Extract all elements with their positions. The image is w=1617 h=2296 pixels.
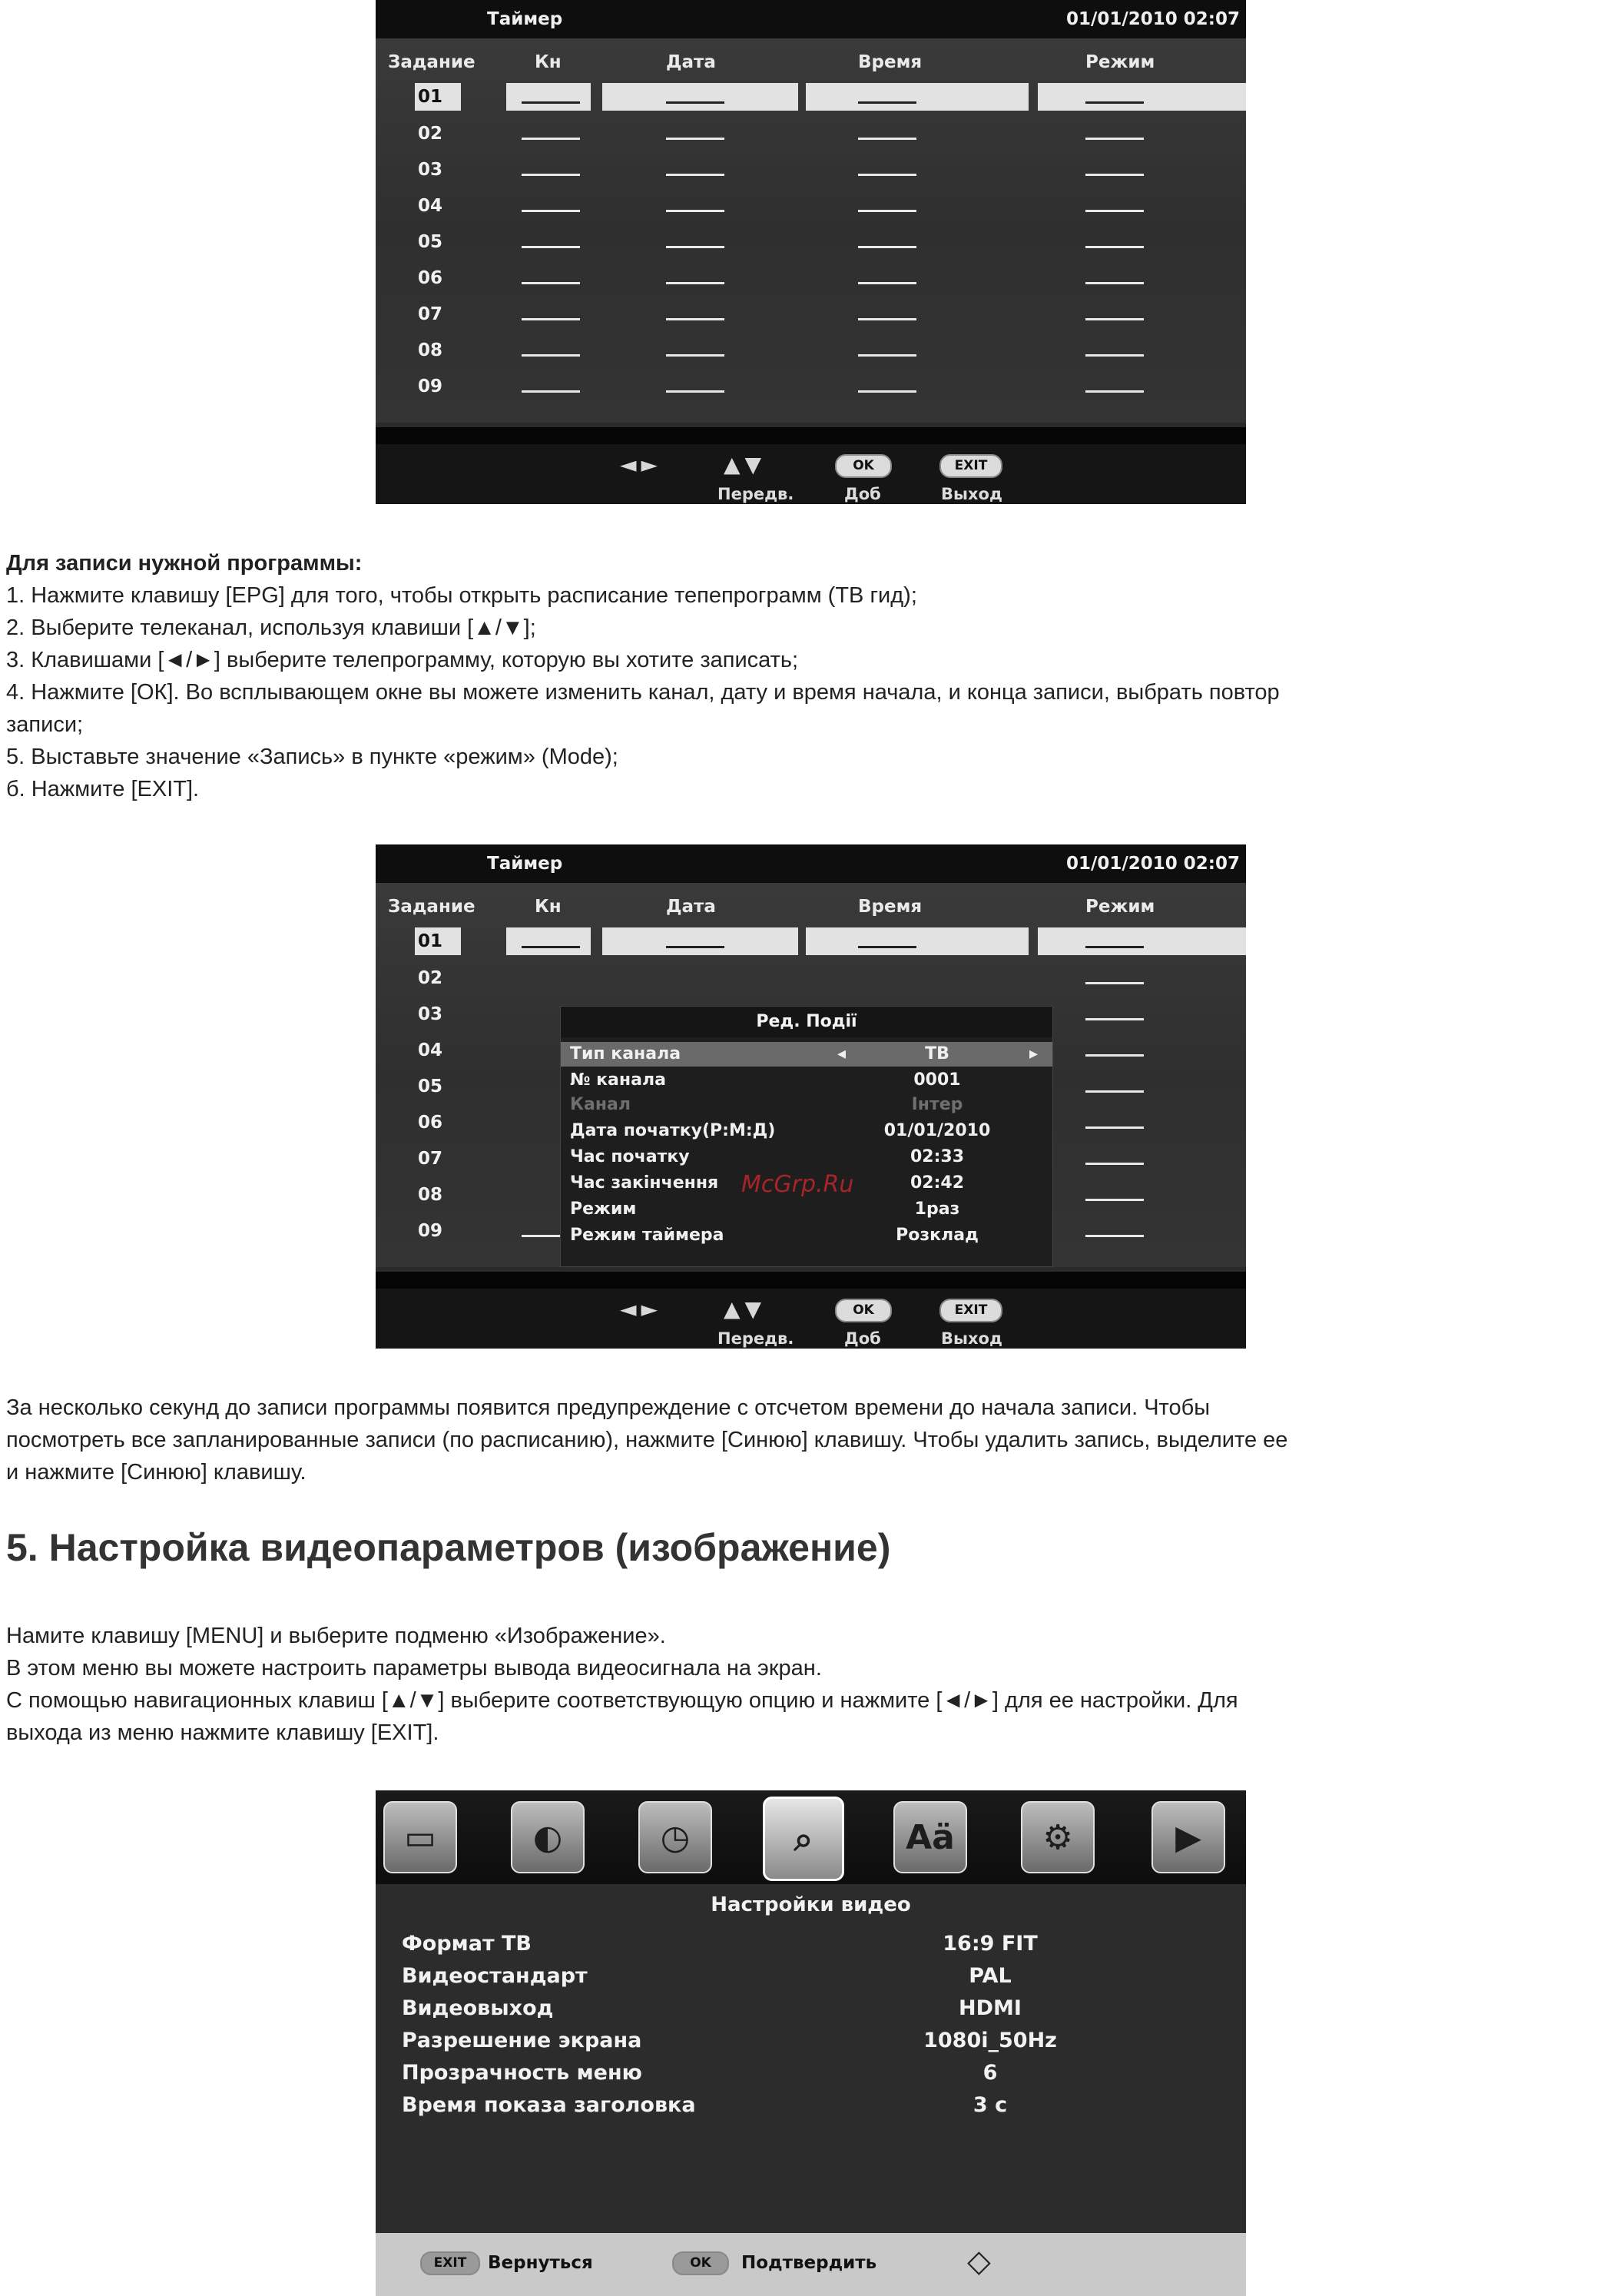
exit-key-button[interactable]: EXIT xyxy=(939,1299,1002,1322)
video-settings-title: Настройки видео xyxy=(711,1893,911,1916)
col-header-task: Задание xyxy=(388,897,475,917)
ok-key-button[interactable]: OK xyxy=(835,454,892,478)
empty-cell-dash xyxy=(858,946,916,948)
edit-event-dialog xyxy=(560,1006,1053,1267)
table-row[interactable] xyxy=(376,227,1246,257)
exit-label: Выход xyxy=(941,485,1002,503)
picture-menu-icon[interactable]: ◐ xyxy=(511,1801,585,1873)
empty-cell-dash xyxy=(666,946,724,948)
empty-cell-dash xyxy=(1085,1235,1144,1237)
task-number: 08 xyxy=(418,340,443,360)
table-row[interactable] xyxy=(376,83,1246,112)
dialog-row-start-time[interactable]: Час початку 02:33 xyxy=(570,1147,965,1166)
empty-cell-dash xyxy=(666,246,724,248)
video-line-3: С помощью навигационных клавиш [▲/▼] выберите соответствующую опцию и нажмите [◄/►] для ее настройки. Для xyxy=(6,1688,1238,1713)
dialog-row-channel: Канал Інтер xyxy=(570,1095,963,1114)
col-header-mode: Режим xyxy=(1085,52,1155,72)
dialog-row-timer-mode[interactable]: Режим таймера Розклад xyxy=(570,1226,979,1245)
task-number: 03 xyxy=(418,1004,443,1024)
table-row[interactable] xyxy=(376,372,1246,401)
tv-menu-icon[interactable]: ▭ xyxy=(383,1801,457,1873)
left-right-arrows-icon: ◄► xyxy=(620,452,663,477)
timer-footer xyxy=(376,427,1246,504)
empty-cell-dash xyxy=(1085,946,1144,948)
settings-menu-icon[interactable]: ⚙ xyxy=(1021,1801,1095,1873)
task-number: 02 xyxy=(418,124,443,144)
empty-cell-dash xyxy=(858,101,916,104)
timer-header-bar xyxy=(376,844,1246,883)
empty-cell-dash xyxy=(858,390,916,393)
col-header-channel: Кн xyxy=(535,897,562,917)
empty-cell-dash xyxy=(666,138,724,140)
intro-heading: Для записи нужной программы: xyxy=(6,551,363,576)
timer-footer xyxy=(376,1272,1246,1349)
empty-cell-dash xyxy=(1085,1090,1144,1093)
dialog-title: Ред. Події xyxy=(561,1007,1052,1037)
timer-screen-2 xyxy=(376,844,1246,1349)
dialog-row-channel-type[interactable]: Тип канала ◂ ТВ ▸ xyxy=(561,1042,1052,1067)
table-row[interactable] xyxy=(376,300,1246,329)
empty-cell-dash xyxy=(522,282,580,284)
empty-cell-dash xyxy=(522,210,580,212)
video-settings-footer xyxy=(376,2233,1246,2296)
step-5: 5. Выставьте значение «Запись» в пункте «режим» (Mode); xyxy=(6,745,618,769)
left-right-arrows-icon: ◄► xyxy=(620,1296,663,1322)
empty-cell-dash xyxy=(1085,318,1144,320)
exit-key-button[interactable]: EXIT xyxy=(939,454,1002,478)
col-header-date: Дата xyxy=(666,52,716,72)
empty-cell-dash xyxy=(1085,1054,1144,1057)
table-row[interactable] xyxy=(376,119,1246,148)
table-row[interactable] xyxy=(376,155,1246,184)
language-menu-icon[interactable]: Aä xyxy=(893,1801,967,1873)
dialog-row-end-time[interactable]: Час закінчення McGrp.Ru 02:42 xyxy=(570,1171,965,1198)
empty-cell-dash xyxy=(666,354,724,357)
task-number: 02 xyxy=(418,968,443,988)
empty-cell-dash xyxy=(522,101,580,104)
task-number: 09 xyxy=(418,1221,443,1241)
task-number: 06 xyxy=(418,268,443,288)
exit-label: Выход xyxy=(941,1329,1002,1348)
timer-header-bar xyxy=(376,0,1246,38)
task-number: 08 xyxy=(418,1185,443,1205)
add-label: Доб xyxy=(844,485,881,503)
task-number: 05 xyxy=(418,1077,443,1097)
empty-cell-dash xyxy=(1085,282,1144,284)
timer-clock: 01/01/2010 02:07 xyxy=(1065,9,1240,29)
video-menu-icon[interactable]: ⌕ xyxy=(763,1797,844,1881)
table-row[interactable] xyxy=(376,336,1246,365)
dialog-row-channel-number[interactable]: № канала 0001 xyxy=(570,1070,961,1090)
section-heading: 5. Настройка видеопараметров (изображение) xyxy=(6,1526,891,1569)
video-line-4: выхода из меню нажмите клавишу [EXIT]. xyxy=(6,1720,439,1745)
empty-cell-dash xyxy=(1085,174,1144,176)
task-number: 07 xyxy=(418,1149,443,1169)
empty-cell-dash xyxy=(666,174,724,176)
menu-icon-bar xyxy=(376,1790,1246,1884)
warning-line-1: За несколько секунд до записи программы появится предупреждение с отсчетом времени до начала записи. Чтобы xyxy=(6,1395,1211,1420)
navigation-diamond-icon: ◇ xyxy=(967,2244,991,2279)
task-number: 04 xyxy=(418,1040,443,1060)
col-header-task: Задание xyxy=(388,52,475,72)
clock-menu-icon[interactable]: ◷ xyxy=(638,1801,712,1873)
task-number: 09 xyxy=(418,377,443,396)
add-label: Доб xyxy=(844,1329,881,1348)
empty-cell-dash xyxy=(666,390,724,393)
empty-cell-dash xyxy=(858,282,916,284)
dialog-row-mode[interactable]: Режим 1раз xyxy=(570,1199,960,1219)
col-header-date: Дата xyxy=(666,897,716,917)
task-number: 04 xyxy=(418,196,443,216)
step-4: 4. Нажмите [ОК]. Во всплывающем окне вы можете изменить канал, дату и время начала, и конца записи, выбрать повтор xyxy=(6,680,1280,705)
timer-table xyxy=(376,38,1246,423)
col-header-mode: Режим xyxy=(1085,897,1155,917)
empty-cell-dash xyxy=(522,138,580,140)
empty-cell-dash xyxy=(1085,210,1144,212)
ok-key-button[interactable]: OK xyxy=(672,2251,729,2275)
step-3: 3. Клавишами [◄/►] выберите телепрограмму, которую вы хотите записать; xyxy=(6,648,799,672)
table-row[interactable] xyxy=(376,927,1246,957)
task-number: 07 xyxy=(418,304,443,324)
arrow-left-icon[interactable]: ◂ xyxy=(837,1044,847,1063)
empty-cell-dash xyxy=(1085,1199,1144,1201)
empty-cell-dash xyxy=(1085,390,1144,393)
video-line-1: Намите клавишу [MENU] и выберите подменю «Изображение». xyxy=(6,1624,666,1648)
col-header-time: Время xyxy=(858,52,923,72)
empty-cell-dash xyxy=(1085,982,1144,984)
up-down-arrows-icon: ▲▼ xyxy=(724,452,767,477)
empty-cell-dash xyxy=(522,946,580,948)
video-line-2: В этом меню вы можете настроить параметры вывода видеосигнала на экран. xyxy=(6,1656,822,1681)
empty-cell-dash xyxy=(522,318,580,320)
empty-cell-dash xyxy=(666,101,724,104)
task-number: 05 xyxy=(418,232,443,252)
exit-key-button[interactable]: EXIT xyxy=(420,2251,480,2275)
step-1: 1. Нажмите клавишу [EPG] для того, чтобы открыть расписание тепепрограмм (ТВ гид); xyxy=(6,583,917,608)
watermark: McGrp.Ru xyxy=(741,1171,854,1198)
ok-key-button[interactable]: OK xyxy=(835,1299,892,1322)
empty-cell-dash xyxy=(1085,354,1144,357)
step-2: 2. Выберите телеканал, используя клавиши [▲/▼]; xyxy=(6,615,536,640)
move-label: Передв. xyxy=(717,1329,794,1348)
timer-clock: 01/01/2010 02:07 xyxy=(1065,854,1240,874)
col-header-time: Время xyxy=(858,897,923,917)
table-row[interactable] xyxy=(376,191,1246,221)
empty-cell-dash xyxy=(522,246,580,248)
empty-cell-dash xyxy=(666,282,724,284)
task-number: 01 xyxy=(415,83,461,111)
empty-cell-dash xyxy=(522,174,580,176)
empty-cell-dash xyxy=(858,174,916,176)
table-row[interactable] xyxy=(376,264,1246,293)
empty-cell-dash xyxy=(858,318,916,320)
empty-cell-dash xyxy=(858,246,916,248)
arrow-right-icon[interactable]: ▸ xyxy=(1029,1044,1039,1063)
back-label: Вернуться xyxy=(488,2253,593,2273)
empty-cell-dash xyxy=(1085,1018,1144,1020)
timer-title: Таймер xyxy=(487,9,563,29)
empty-cell-dash xyxy=(1085,246,1144,248)
empty-cell-dash xyxy=(522,354,580,357)
empty-cell-dash xyxy=(1085,138,1144,140)
timer-title: Таймер xyxy=(487,854,563,874)
empty-cell-dash xyxy=(858,210,916,212)
table-row[interactable] xyxy=(376,964,1246,993)
empty-cell-dash xyxy=(858,138,916,140)
empty-cell-dash xyxy=(1085,1126,1144,1129)
usb-media-menu-icon[interactable]: ▶ xyxy=(1151,1801,1225,1873)
timer-screen-1 xyxy=(376,0,1246,504)
warning-line-2: посмотреть все запланированные записи (по расписанию), нажмите [Синюю] клавишу. Чтобы удалить запись, выделите ее xyxy=(6,1428,1288,1452)
warning-line-3: и нажмите [Синюю] клавишу. xyxy=(6,1460,307,1485)
up-down-arrows-icon: ▲▼ xyxy=(724,1296,767,1322)
empty-cell-dash xyxy=(858,354,916,357)
step-4-cont: записи; xyxy=(6,712,84,737)
timer-table xyxy=(376,883,1246,1267)
task-number: 01 xyxy=(415,927,461,955)
empty-cell-dash xyxy=(666,210,724,212)
empty-cell-dash xyxy=(1085,1163,1144,1165)
confirm-label: Подтвердить xyxy=(741,2253,877,2273)
col-header-channel: Кн xyxy=(535,52,562,72)
task-number: 03 xyxy=(418,160,443,180)
empty-cell-dash xyxy=(522,390,580,393)
task-number: 06 xyxy=(418,1113,443,1133)
empty-cell-dash xyxy=(666,318,724,320)
empty-cell-dash xyxy=(1085,101,1144,104)
move-label: Передв. xyxy=(717,485,794,503)
step-6: б. Нажмите [EXIT]. xyxy=(6,777,200,801)
video-settings-screen: ▭ ◐ ◷ ⌕ Aä ⚙ ▶ Настройки видео Формат ТВ 16:9 FIT Видеостандарт PAL Видеовыход HDMI Разрешение экрана 1080i_50Hz Прозрачность меню 6 Время показа заголовка 3 с EXIT Вернуться OK Подтвердить ◇ xyxy=(376,1790,1246,2296)
dialog-row-start-date[interactable]: Дата початку(Р:М:Д) 01/01/2010 xyxy=(570,1121,991,1140)
